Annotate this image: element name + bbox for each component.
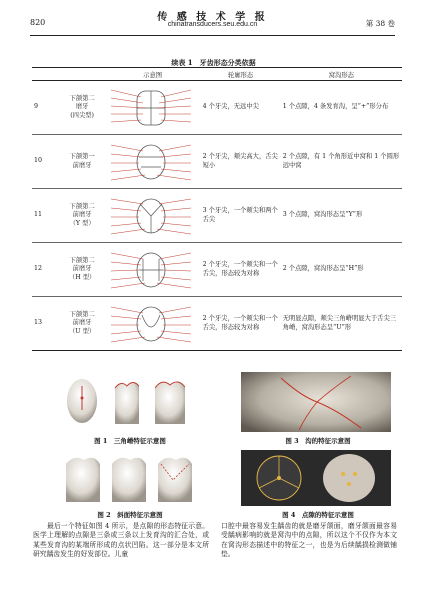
col-index-header [32,68,60,81]
tooth-name [60,81,105,135]
premolar-schematic-diagram [107,137,195,187]
row-index: 13 [32,297,60,351]
row-index: 9 [32,81,60,135]
outline-morphology: 4 个牙尖，无远中尖 [201,81,281,135]
figure-1-caption: 图 1 三角嵴特征示意图 [94,437,166,445]
fissure-morphology: 2 个点隙，窝沟形态呈“H”形 [281,243,402,297]
molar-schematic-diagram [107,83,195,133]
h-type-schematic-diagram [107,245,195,295]
tooth-name-line: 前磨牙 [72,161,92,169]
tooth-name [60,189,105,243]
table-row [32,189,402,243]
schematic-cell [105,81,201,135]
tooth-name-line: 前磨牙 [72,319,92,327]
outline-morphology: 2 个牙尖，颊尖高大，舌尖短小 [201,135,281,189]
row-index: 11 [32,189,60,243]
schematic-cell [105,135,201,189]
col-outline-header: 轮廓形态 [201,68,281,81]
tooth-name-line: 前磨牙 [72,265,92,273]
tooth-name-line: 下颌第二 [69,256,95,264]
table-header-row [32,68,402,81]
table-caption: 续表 1 牙齿形态分类依据 [171,58,256,67]
body-paragraph-left: 最后一个特征如图 4 所示，是点隙的形态特征示意。医学上理解的点隙是三条或三条以上发育沟的汇合处，或某些发育沟的某端所形成的点状凹陷。这一部分是本文所研究龋齿发生的好发部位。儿童 [33,522,209,559]
fissure-morphology: 2 个点隙，有 1 个角形近中窝和 1 个圆形远中窝 [281,135,402,189]
schematic-cell [105,189,201,243]
tooth-name [60,135,105,189]
figure-3-caption: 图 3 沟的特征示意图 [285,437,351,445]
outline-morphology: 2 个牙尖，一个颊尖和一个舌尖，形态较为对称 [201,243,281,297]
tooth-name [60,243,105,297]
figure-4-caption: 图 4 点隙的特征示意图 [282,511,354,519]
figure-3-groove-photo [241,372,391,432]
fissure-morphology: 3 个点隙，窝沟形态呈“Y”形 [281,189,402,243]
fissure-morphology: 无明显点隙，颊尖三角嵴明显大于舌尖三角嵴，窝沟形态呈“U”形 [281,297,402,351]
tooth-name-line: 下颌第二 [69,202,95,210]
col-tooth-header [60,68,105,81]
tooth-name-line: （H 型） [68,273,96,281]
page-header [30,6,395,46]
body-paragraph-right: 口腔中最容易发生龋齿的就是磨牙颌面，磨牙颌面最容易受龋病影响的就是窝沟中的点隙，所以这个不仅作为本文在窝沟形态描述中的特征之一，也是为后续龋损检测做铺垫。 [221,522,397,559]
figure-4-pit-schematic-and-photo [241,450,391,506]
tooth-name-line: 下颌第二 [69,94,95,102]
page-number: 820 [30,18,46,27]
table-row [32,135,402,189]
tooth-name-line: (四尖型) [70,111,95,119]
y-type-schematic-diagram [107,191,195,241]
fissure-morphology: 1 个点隙，4 条发育沟，呈“+”形分布 [281,81,402,135]
tooth-name-line: （Y 型） [69,219,95,227]
u-type-schematic-diagram [107,299,195,349]
header-rule [30,35,395,36]
figure-2-caption: 图 2 斜面特征示意图 [97,511,163,519]
tooth-name-line: 下颌第二 [69,310,95,318]
figure-1-triangular-ridge-photos [60,372,196,430]
col-diagram-header: 示意图 [105,68,201,81]
journal-title: 传 感 技 术 学 报 [157,12,268,23]
journal-url: chinatransducers.seu.edu.cn [167,21,258,28]
tooth-name-line: 磨牙 [75,103,89,111]
volume-label: 第 38 卷 [365,19,395,28]
table-row [32,297,402,351]
schematic-cell [105,297,201,351]
table-row [32,243,402,297]
tooth-name-line: 下颌第一 [69,153,95,160]
table-row [32,81,402,135]
figure-2-inclined-plane-photos [60,450,196,506]
outline-morphology: 2 个牙尖，一个颊尖和一个舌尖，形态较为对称 [201,297,281,351]
tooth-name-line: （U 型） [69,327,96,335]
tooth-name-line: 前磨牙 [72,211,92,219]
tooth-name [60,297,105,351]
col-fissure-header: 窝沟形态 [281,68,402,81]
row-index: 12 [32,243,60,297]
row-index: 10 [32,135,60,189]
outline-morphology: 3 个牙尖，一个颊尖和两个舌尖 [201,189,281,243]
schematic-cell [105,243,201,297]
tooth-classification-table [32,67,402,351]
